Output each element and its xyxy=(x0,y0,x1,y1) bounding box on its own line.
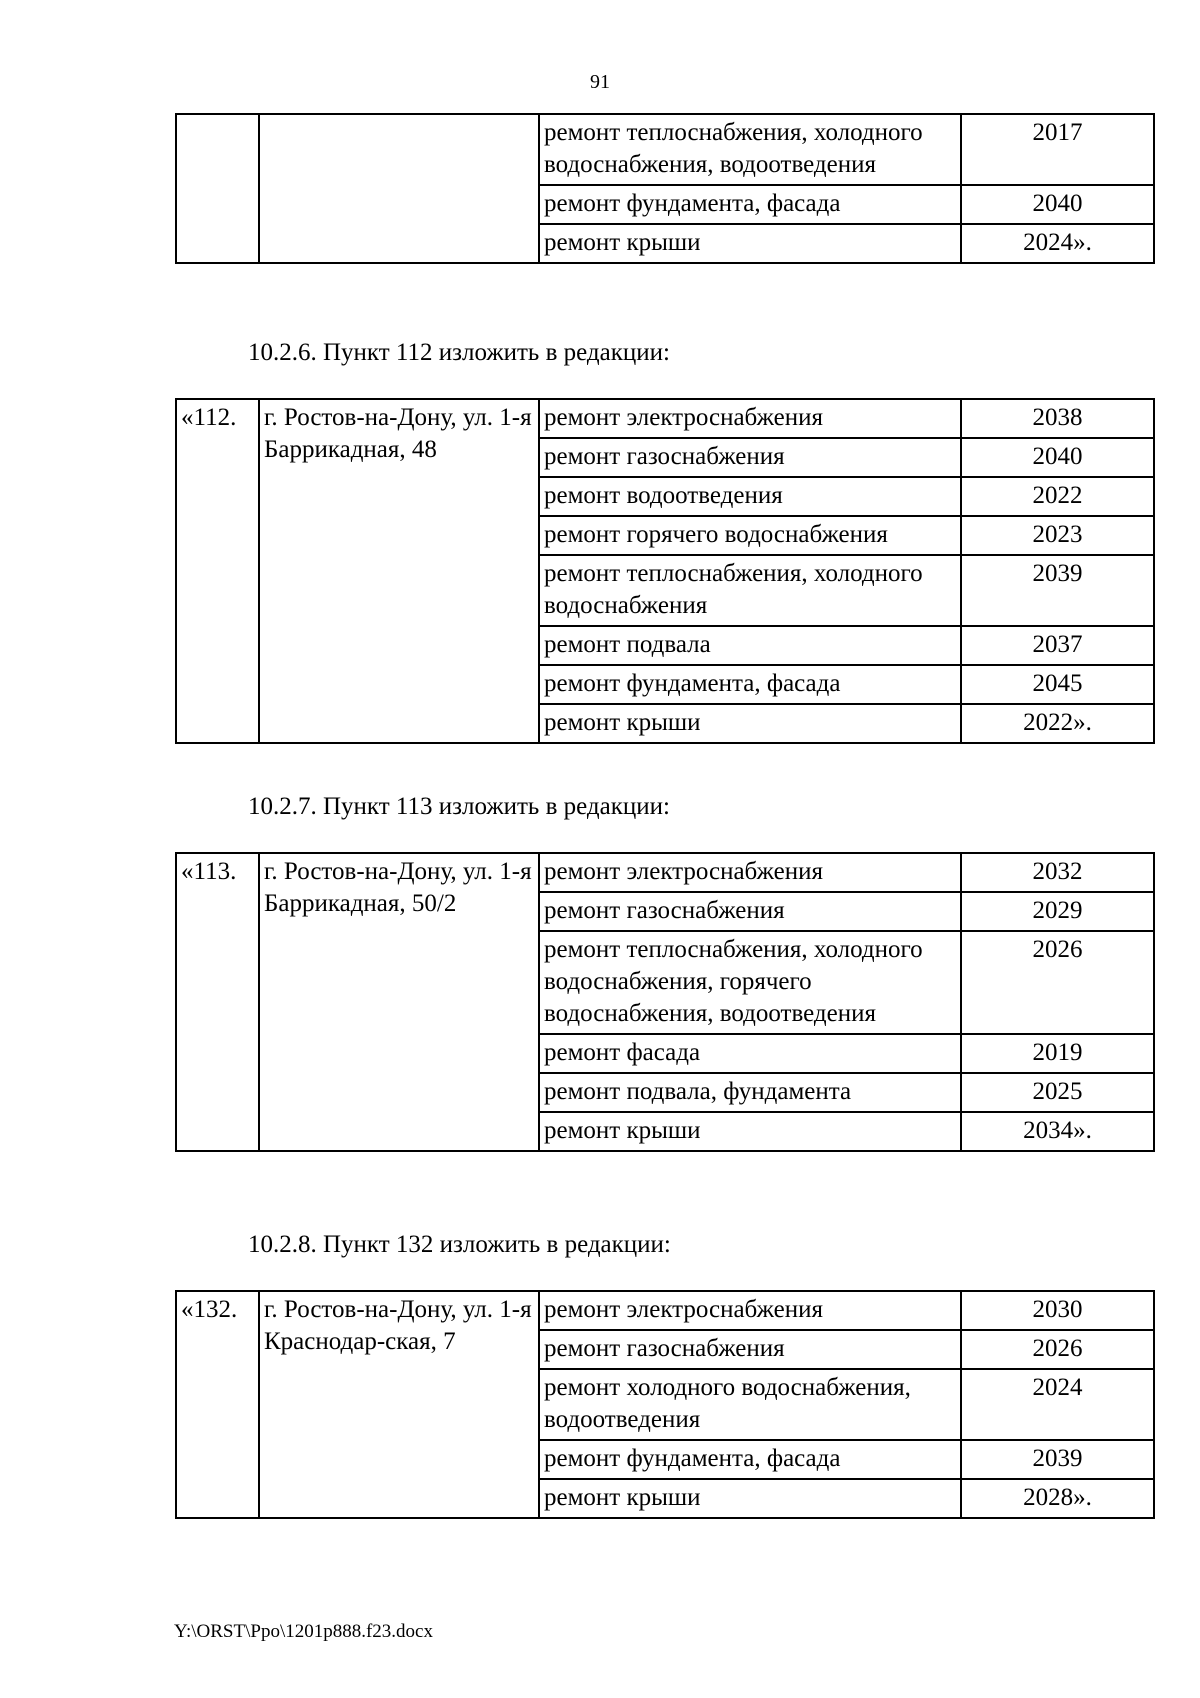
work-cell: ремонт холодного водоснабжения, водоотведения xyxy=(539,1369,961,1440)
work-cell: ремонт крыши xyxy=(539,704,961,743)
number-cell: «112. xyxy=(176,399,259,743)
year-cell: 2019 xyxy=(961,1034,1154,1073)
work-cell: ремонт теплоснабжения, холодного водоснабжения, горячего водоснабжения, водоотведения xyxy=(539,931,961,1034)
work-cell: ремонт подвала, фундамента xyxy=(539,1073,961,1112)
work-cell: ремонт фасада xyxy=(539,1034,961,1073)
year-cell: 2039 xyxy=(961,1440,1154,1479)
address-cell xyxy=(259,114,539,263)
work-cell: ремонт горячего водоснабжения xyxy=(539,516,961,555)
work-cell: ремонт теплоснабжения, холодного водоснабжения xyxy=(539,555,961,626)
year-cell: 2030 xyxy=(961,1291,1154,1330)
year-cell: 2034». xyxy=(961,1112,1154,1151)
work-cell: ремонт крыши xyxy=(539,1479,961,1518)
year-cell: 2028». xyxy=(961,1479,1154,1518)
work-cell: ремонт теплоснабжения, холодного водоснабжения, водоотведения xyxy=(539,114,961,185)
year-cell: 2045 xyxy=(961,665,1154,704)
table-row xyxy=(176,1291,1154,1330)
year-cell: 2022 xyxy=(961,477,1154,516)
year-cell: 2022». xyxy=(961,704,1154,743)
table-row xyxy=(176,399,1154,438)
year-cell: 2038 xyxy=(961,399,1154,438)
year-cell: 2039 xyxy=(961,555,1154,626)
year-cell: 2024 xyxy=(961,1369,1154,1440)
year-cell: 2026 xyxy=(961,931,1154,1034)
number-cell: «113. xyxy=(176,853,259,1151)
address-cell: г. Ростов-на-Дону, ул. 1-я Баррикадная, 48 xyxy=(259,399,539,743)
work-cell: ремонт электроснабжения xyxy=(539,399,961,438)
year-cell: 2029 xyxy=(961,892,1154,931)
year-cell: 2023 xyxy=(961,516,1154,555)
work-cell: ремонт фундамента, фасада xyxy=(539,665,961,704)
number-cell: «132. xyxy=(176,1291,259,1518)
table-row xyxy=(176,114,1154,185)
work-cell: ремонт водоотведения xyxy=(539,477,961,516)
year-cell: 2025 xyxy=(961,1073,1154,1112)
table-continuation xyxy=(175,113,1155,264)
work-cell: ремонт фундамента, фасада xyxy=(539,1440,961,1479)
work-cell: ремонт газоснабжения xyxy=(539,1330,961,1369)
table-item-113 xyxy=(175,852,1155,1152)
year-cell: 2040 xyxy=(961,185,1154,224)
work-cell: ремонт крыши xyxy=(539,224,961,263)
year-cell: 2037 xyxy=(961,626,1154,665)
work-cell: ремонт электроснабжения xyxy=(539,853,961,892)
work-cell: ремонт подвала xyxy=(539,626,961,665)
table-item-112 xyxy=(175,398,1155,744)
address-cell: г. Ростов-на-Дону, ул. 1-я Краснодар-ская, 7 xyxy=(259,1291,539,1518)
work-cell: ремонт газоснабжения xyxy=(539,892,961,931)
table-item-132 xyxy=(175,1290,1155,1519)
table-row xyxy=(176,853,1154,892)
year-cell: 2024». xyxy=(961,224,1154,263)
work-cell: ремонт газоснабжения xyxy=(539,438,961,477)
footer-file-path: Y:\ORST\Ppo\1201p888.f23.docx xyxy=(174,1621,433,1642)
year-cell: 2040 xyxy=(961,438,1154,477)
year-cell: 2017 xyxy=(961,114,1154,185)
number-cell xyxy=(176,114,259,263)
paragraph-item-113: 10.2.7. Пункт 113 изложить в редакции: xyxy=(248,793,670,820)
year-cell: 2032 xyxy=(961,853,1154,892)
paragraph-item-112: 10.2.6. Пункт 112 изложить в редакции: xyxy=(248,339,670,366)
work-cell: ремонт крыши xyxy=(539,1112,961,1151)
year-cell: 2026 xyxy=(961,1330,1154,1369)
work-cell: ремонт фундамента, фасада xyxy=(539,185,961,224)
page-number: 91 xyxy=(590,71,610,93)
paragraph-item-132: 10.2.8. Пункт 132 изложить в редакции: xyxy=(248,1231,671,1258)
address-cell: г. Ростов-на-Дону, ул. 1-я Баррикадная, 50/2 xyxy=(259,853,539,1151)
work-cell: ремонт электроснабжения xyxy=(539,1291,961,1330)
